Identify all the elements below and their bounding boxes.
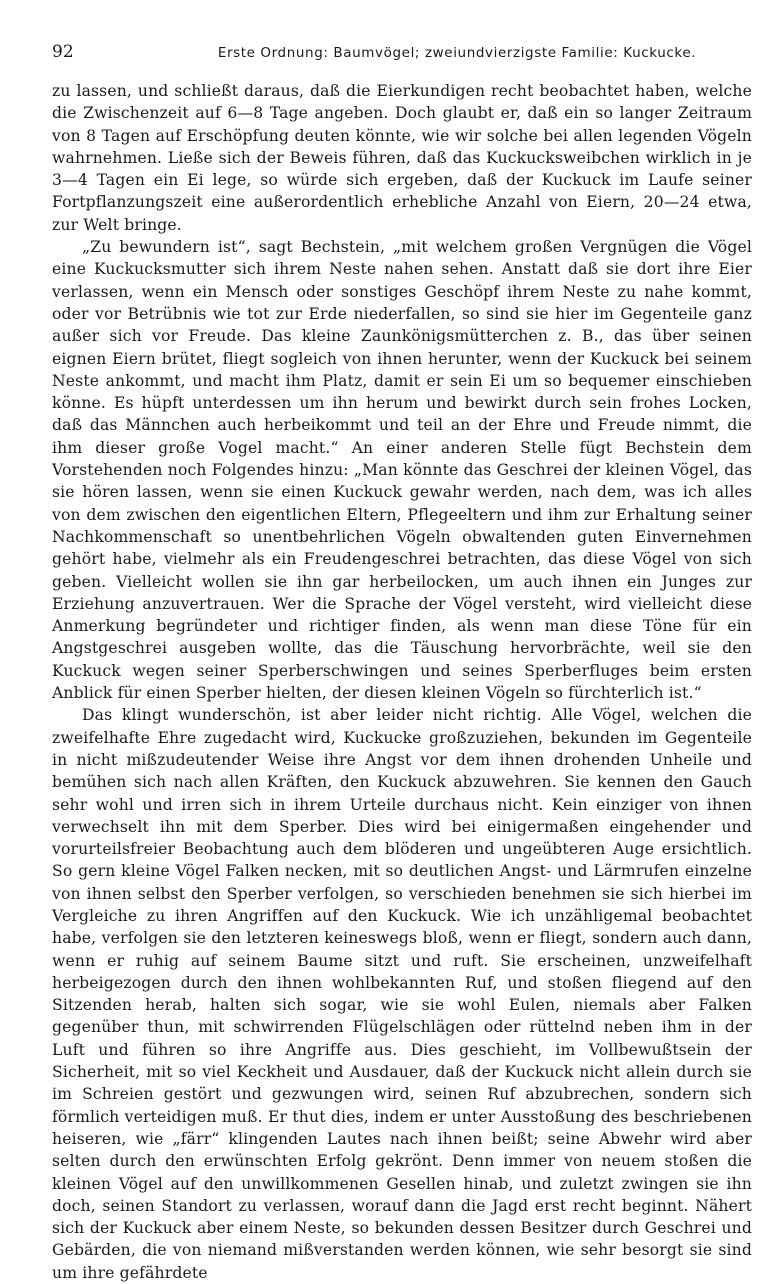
paragraph-bechstein-quote: „Zu bewundern ist“, sagt Bechstein, „mit welchem großen Vergnügen die Vögel eine Kuckucksmutter sich ihrem Neste nahen sehen. Anstatt daß sie dort ihre Eier verlassen, wenn ein Mensch oder sonstiges Geschöpf ihrem Neste zu nahe kommt, oder vor Betrübnis wie tot zur Erde niederfallen, so sind sie hier im Gegenteile ganz außer sich vor Freude. Das kleine Zaunkönigsmütterchen z. B., das über seinen eignen Eiern brütet, fliegt sogleich von ihnen herunter, wenn der Kuckuck bei seinem Neste ankommt, und macht ihm Platz, damit er sein Ei um so bequemer einschieben könne. Es hüpft unterdessen um ihn herum und bewirkt durch sein frohes Locken, daß das Männchen auch herbeikommt und teil an der Ehre und Freude nimmt, die ihm dieser große Vogel macht.“ An einer anderen Stelle fügt Bechstein dem Vorstehenden noch Folgendes hinzu: „Man könnte das Geschrei der kleinen Vögel, das sie hören lassen, wenn sie einen Kuckuck gewahr werden, nach dem, was ich alles von dem zwischen den eigentlichen Eltern, Pflegeeltern und ihm zur Erhaltung seiner Nachkommenschaft so unentbehrlichen Vögeln obwaltenden guten Einvernehmen gehört habe, vielmehr als ein Freudengeschrei betrachten, das diese Vögel von sich geben. Vielleicht wollen sie ihn gar herbeilocken, um auch ihnen ein Junges zur Erziehung anzuvertrauen. Wer die Sprache der Vögel versteht, wird vielleicht diese Anmerkung begründeter und richtiger finden, als wenn man diese Töne für ein Angstgeschrei ausgeben wollte, das die Täuschung hervorbrächte, weil sie den Kuckuck wegen seiner Sperberschwingen und seines Sperberfluges beim ersten Anblick für einen Sperber hielten, der diesen kleinen Vögeln so fürchterlich ist.“ xyxy=(52,238,752,703)
book-page xyxy=(52,42,752,1284)
body-text xyxy=(52,80,752,1284)
page-header xyxy=(52,42,752,76)
paragraph-rebuttal: Das klingt wunderschön, ist aber leider nicht richtig. Alle Vögel, welchen die zweifelhafte Ehre zugedacht wird, Kuckucke großzuziehen, bekunden im Gegenteile in nicht mißzudeutender Weise ihre Angst vor dem ihnen drohenden Unheile und bemühen sich nach allen Kräften, den Kuckuck abzuwehren. Sie kennen den Gauch sehr wohl und irren sich in ihrem Urteile durchaus nicht. Kein einziger von ihnen verwechselt ihn mit dem Sperber. Dies wird bei einigermaßen eingehender und vorurteilsfreier Beobachtung auch dem blöderen und ungeübteren Auge ersichtlich. So gern kleine Vögel Falken necken, mit so deutlichen Angst- und Lärmrufen einzelne von ihnen selbst den Sperber verfolgen, so verschieden benehmen sie sich hierbei im Vergleiche zu ihren Angriffen auf den Kuckuck. Wie ich unzähligemal beobachtet habe, verfolgen sie den letzteren keineswegs bloß, wenn er fliegt, sondern auch dann, wenn er ruhig auf seinem Baume sitzt und ruft. Sie erscheinen, unzweifelhaft herbeigezogen durch den ihnen wohlbekannten Ruf, und stoßen fliegend auf den Sitzenden herab, halten sich sogar, wie sie wohl Eulen, niemals aber Falken gegenüber thun, mit schwirrenden Flügelschlägen oder rüttelnd neben ihm in der Luft und führen so ihre Angriffe aus. Dies geschieht, im Vollbewußtsein der Sicherheit, mit so viel Keckheit und Ausdauer, daß der Kuckuck nicht allein durch sie im Schreien gestört und gezwungen wird, seinen Ruf abzubrechen, sondern sich förmlich verteidigen muß. Er thut dies, indem er unter Ausstoßung des beschriebenen heiseren, wie „färr“ klingenden Lautes nach ihnen beißt; seine Abwehr wird aber selten durch den erwünschten Erfolg gekrönt. Denn immer von neuem stoßen die kleinen Vögel auf den unwillkommenen Gesellen hinab, und zuletzt zwingen sie ihn doch, seinen Standort zu verlassen, worauf dann die Jagd erst recht beginnt. Nähert sich der Kuckuck aber einem Neste, so bekunden dessen Besitzer durch Geschrei und Gebärden, die von niemand mißverstanden werden können, wie sehr besorgt sie sind um ihre gefährdete xyxy=(52,706,752,1282)
paragraph-continuation: zu lassen, und schließt daraus, daß die Eierkundigen recht beobachtet haben, welche die Zwischenzeit auf 6—8 Tage angeben. Doch glaubt er, daß ein so langer Zeitraum von 8 Tagen auf Erschöpfung deuten könnte, wie wir solche bei allen legenden Vögeln wahrnehmen. Ließe sich der Beweis führen, daß das Kuckucksweibchen wirklich in je 3—4 Tagen ein Ei lege, so würde sich ergeben, daß der Kuckuck im Laufe seiner Fortpflanzungszeit eine außerordentlich erhebliche Anzahl von Eiern, 20—24 etwa, zur Welt bringe. xyxy=(52,82,752,234)
running-head: Erste Ordnung: Baumvögel; zweiundvierzigste Familie: Kuckucke. xyxy=(217,45,697,61)
page-number: 92 xyxy=(52,42,74,62)
